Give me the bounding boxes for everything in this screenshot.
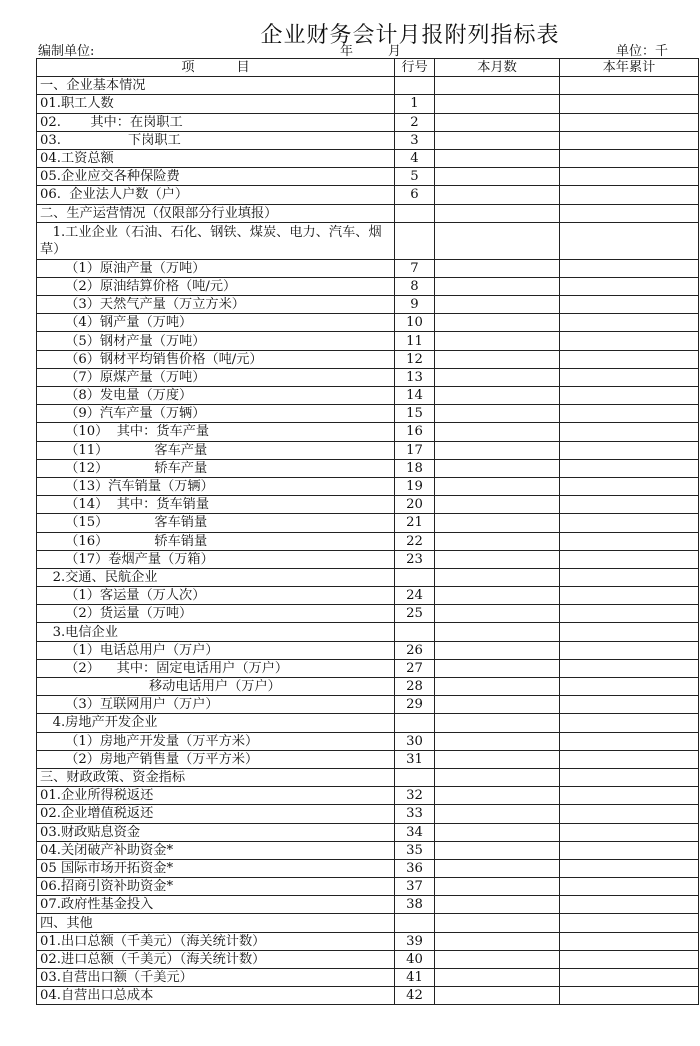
table-row — [37, 113, 699, 131]
row-year-to-date-value[interactable] — [560, 186, 699, 204]
table-row — [37, 987, 699, 1005]
row-year-to-date-value[interactable] — [560, 459, 699, 477]
row-item-label: 三、财政政策、资金指标 — [37, 768, 395, 786]
row-this-month-value[interactable] — [435, 532, 560, 550]
row-year-to-date-value[interactable] — [560, 532, 699, 550]
row-item-label: 02. 其中：在岗职工 — [37, 113, 395, 131]
row-line-number: 5 — [395, 168, 435, 186]
table-row — [37, 277, 699, 295]
row-line-number: 31 — [395, 750, 435, 768]
row-this-month-value[interactable] — [435, 149, 560, 167]
row-year-to-date-value[interactable] — [560, 623, 699, 641]
column-header-this-month: 本月数 — [435, 59, 560, 77]
table-row — [37, 805, 699, 823]
row-year-to-date-value[interactable] — [560, 204, 699, 222]
row-item-label: 01.职工人数 — [37, 95, 395, 113]
row-year-to-date-value[interactable] — [560, 222, 699, 259]
row-year-to-date-value[interactable] — [560, 368, 699, 386]
row-line-number: 3 — [395, 131, 435, 149]
row-line-number: 8 — [395, 277, 435, 295]
table-row — [37, 878, 699, 896]
row-line-number: 6 — [395, 186, 435, 204]
row-year-to-date-value[interactable] — [560, 77, 699, 95]
row-this-month-value[interactable] — [435, 277, 560, 295]
table-row — [37, 95, 699, 113]
row-this-month-value[interactable] — [435, 368, 560, 386]
row-item-label: （7）原煤产量（万吨） — [37, 368, 395, 386]
row-this-month-value[interactable] — [435, 387, 560, 405]
table-row — [37, 168, 699, 186]
table-row — [37, 587, 699, 605]
row-this-month-value[interactable] — [435, 550, 560, 568]
row-line-number: 15 — [395, 405, 435, 423]
row-item-label: （17）卷烟产量（万箱） — [37, 550, 395, 568]
row-item-label: 03. 下岗职工 — [37, 131, 395, 149]
row-line-number: 17 — [395, 441, 435, 459]
row-item-label: 07.政府性基金投入 — [37, 896, 395, 914]
row-year-to-date-value[interactable] — [560, 387, 699, 405]
row-this-month-value[interactable] — [435, 441, 560, 459]
table-row — [37, 641, 699, 659]
row-this-month-value[interactable] — [435, 950, 560, 968]
row-line-number — [395, 914, 435, 932]
row-item-label: 4.房地产开发企业 — [37, 714, 395, 732]
row-this-month-value[interactable] — [435, 841, 560, 859]
row-this-month-value[interactable] — [435, 296, 560, 314]
row-line-number: 14 — [395, 387, 435, 405]
table-row — [37, 532, 699, 550]
row-item-label: （16） 轿车销量 — [37, 532, 395, 550]
row-this-month-value[interactable] — [435, 259, 560, 277]
row-line-number: 12 — [395, 350, 435, 368]
row-line-number: 4 — [395, 149, 435, 167]
row-year-to-date-value[interactable] — [560, 641, 699, 659]
row-year-to-date-value[interactable] — [560, 659, 699, 677]
row-year-to-date-value[interactable] — [560, 696, 699, 714]
row-line-number: 9 — [395, 296, 435, 314]
row-year-to-date-value[interactable] — [560, 441, 699, 459]
row-line-number: 35 — [395, 841, 435, 859]
table-row — [37, 204, 699, 222]
table-row — [37, 131, 699, 149]
row-line-number: 10 — [395, 314, 435, 332]
currency-unit-label: 单位：千 — [616, 44, 669, 59]
table-row — [37, 405, 699, 423]
row-year-to-date-value[interactable] — [560, 168, 699, 186]
row-year-to-date-value[interactable] — [560, 714, 699, 732]
table-row — [37, 605, 699, 623]
row-line-number: 25 — [395, 605, 435, 623]
table-row — [37, 732, 699, 750]
row-item-label: （9）汽车产量（万辆） — [37, 405, 395, 423]
row-line-number — [395, 204, 435, 222]
row-item-label: 一、企业基本情况 — [37, 77, 395, 95]
table-row — [37, 659, 699, 677]
row-year-to-date-value[interactable] — [560, 969, 699, 987]
table-row — [37, 932, 699, 950]
row-item-label: 05 国际市场开拓资金* — [37, 859, 395, 877]
table-row — [37, 222, 699, 259]
table-body — [37, 77, 699, 1005]
row-year-to-date-value[interactable] — [560, 550, 699, 568]
row-item-label: （8）发电量（万度） — [37, 387, 395, 405]
row-item-label: 01.出口总额（千美元）（海关统计数） — [37, 932, 395, 950]
row-this-month-value[interactable] — [435, 805, 560, 823]
row-year-to-date-value[interactable] — [560, 587, 699, 605]
row-line-number: 26 — [395, 641, 435, 659]
row-line-number: 34 — [395, 823, 435, 841]
table-row — [37, 550, 699, 568]
row-this-month-value[interactable] — [435, 859, 560, 877]
row-line-number: 18 — [395, 459, 435, 477]
table-row — [37, 823, 699, 841]
row-year-to-date-value[interactable] — [560, 95, 699, 113]
table-row — [37, 714, 699, 732]
row-this-month-value[interactable] — [435, 222, 560, 259]
row-item-label: 02.企业增值税返还 — [37, 805, 395, 823]
table-row — [37, 914, 699, 932]
row-this-month-value[interactable] — [435, 932, 560, 950]
row-line-number: 36 — [395, 859, 435, 877]
row-item-label: 02.进口总额（千美元）（海关统计数） — [37, 950, 395, 968]
row-this-month-value[interactable] — [435, 605, 560, 623]
row-item-label: （13）汽车销量（万辆） — [37, 477, 395, 495]
row-year-to-date-value[interactable] — [560, 678, 699, 696]
row-this-month-value[interactable] — [435, 168, 560, 186]
row-year-to-date-value[interactable] — [560, 914, 699, 932]
row-this-month-value[interactable] — [435, 405, 560, 423]
row-year-to-date-value[interactable] — [560, 859, 699, 877]
row-line-number — [395, 222, 435, 259]
row-line-number: 37 — [395, 878, 435, 896]
row-line-number — [395, 768, 435, 786]
row-this-month-value[interactable] — [435, 969, 560, 987]
row-year-to-date-value[interactable] — [560, 314, 699, 332]
compiling-unit-label: 编制单位: — [38, 44, 95, 59]
row-line-number: 41 — [395, 969, 435, 987]
row-item-label: （1）房地产开发量（万平方米） — [37, 732, 395, 750]
row-item-label: （12） 轿车产量 — [37, 459, 395, 477]
row-line-number: 28 — [395, 678, 435, 696]
row-year-to-date-value[interactable] — [560, 787, 699, 805]
table-row — [37, 387, 699, 405]
row-line-number: 32 — [395, 787, 435, 805]
row-year-to-date-value[interactable] — [560, 131, 699, 149]
row-year-to-date-value[interactable] — [560, 350, 699, 368]
row-line-number: 40 — [395, 950, 435, 968]
row-item-label: （3）天然气产量（万立方米） — [37, 296, 395, 314]
row-item-label: （4）钢产量（万吨） — [37, 314, 395, 332]
row-this-month-value[interactable] — [435, 768, 560, 786]
row-line-number: 7 — [395, 259, 435, 277]
table-row — [37, 768, 699, 786]
row-year-to-date-value[interactable] — [560, 405, 699, 423]
row-item-label: （1）电话总用户（万户） — [37, 641, 395, 659]
row-year-to-date-value[interactable] — [560, 113, 699, 131]
row-item-label: 二、生产运营情况（仅限部分行业填报） — [37, 204, 395, 222]
row-item-label: 四、其他 — [37, 914, 395, 932]
row-this-month-value[interactable] — [435, 423, 560, 441]
table-row — [37, 696, 699, 714]
row-line-number: 19 — [395, 477, 435, 495]
row-this-month-value[interactable] — [435, 823, 560, 841]
row-item-label: 03.财政贴息资金 — [37, 823, 395, 841]
table-header-row — [37, 59, 699, 77]
row-this-month-value[interactable] — [435, 750, 560, 768]
table-row — [37, 969, 699, 987]
row-line-number: 16 — [395, 423, 435, 441]
table-row — [37, 514, 699, 532]
row-year-to-date-value[interactable] — [560, 932, 699, 950]
row-line-number: 2 — [395, 113, 435, 131]
row-year-to-date-value[interactable] — [560, 823, 699, 841]
table-row — [37, 186, 699, 204]
row-line-number: 42 — [395, 987, 435, 1005]
row-line-number: 1 — [395, 95, 435, 113]
row-this-month-value[interactable] — [435, 514, 560, 532]
row-item-label: （2）房地产销售量（万平方米） — [37, 750, 395, 768]
row-this-month-value[interactable] — [435, 568, 560, 586]
row-this-month-value[interactable] — [435, 987, 560, 1005]
table-row — [37, 841, 699, 859]
row-year-to-date-value[interactable] — [560, 750, 699, 768]
row-item-label: 06. 企业法人户数（户） — [37, 186, 395, 204]
table-row — [37, 296, 699, 314]
row-this-month-value[interactable] — [435, 587, 560, 605]
table-row — [37, 423, 699, 441]
row-line-number: 24 — [395, 587, 435, 605]
row-year-to-date-value[interactable] — [560, 878, 699, 896]
row-year-to-date-value[interactable] — [560, 605, 699, 623]
row-item-label: 3.电信企业 — [37, 623, 395, 641]
row-item-label: 01.企业所得税返还 — [37, 787, 395, 805]
row-year-to-date-value[interactable] — [560, 768, 699, 786]
table-row — [37, 623, 699, 641]
column-header-line-no: 行号 — [395, 59, 435, 77]
row-line-number — [395, 568, 435, 586]
row-line-number: 39 — [395, 932, 435, 950]
row-this-month-value[interactable] — [435, 732, 560, 750]
table-row — [37, 332, 699, 350]
row-this-month-value[interactable] — [435, 659, 560, 677]
row-year-to-date-value[interactable] — [560, 277, 699, 295]
row-item-label: 05.企业应交各种保险费 — [37, 168, 395, 186]
row-this-month-value[interactable] — [435, 878, 560, 896]
row-year-to-date-value[interactable] — [560, 296, 699, 314]
row-item-label: （2）货运量（万吨） — [37, 605, 395, 623]
row-this-month-value[interactable] — [435, 95, 560, 113]
row-line-number: 23 — [395, 550, 435, 568]
row-this-month-value[interactable] — [435, 678, 560, 696]
row-line-number: 13 — [395, 368, 435, 386]
row-this-month-value[interactable] — [435, 113, 560, 131]
row-line-number: 27 — [395, 659, 435, 677]
row-year-to-date-value[interactable] — [560, 568, 699, 586]
table-row — [37, 950, 699, 968]
row-year-to-date-value[interactable] — [560, 896, 699, 914]
row-this-month-value[interactable] — [435, 459, 560, 477]
row-year-to-date-value[interactable] — [560, 423, 699, 441]
row-this-month-value[interactable] — [435, 332, 560, 350]
row-year-to-date-value[interactable] — [560, 841, 699, 859]
row-line-number: 38 — [395, 896, 435, 914]
row-year-to-date-value[interactable] — [560, 332, 699, 350]
table-row — [37, 368, 699, 386]
row-item-label: （14） 其中：货车销量 — [37, 496, 395, 514]
row-this-month-value[interactable] — [435, 623, 560, 641]
row-this-month-value[interactable] — [435, 896, 560, 914]
row-item-label: 03.自营出口额（千美元） — [37, 969, 395, 987]
row-item-label: （10） 其中：货车产量 — [37, 423, 395, 441]
row-item-label: 2.交通、民航企业 — [37, 568, 395, 586]
row-item-label: （3）互联网用户（万户） — [37, 696, 395, 714]
row-item-label: （6）钢材平均销售价格（吨/元） — [37, 350, 395, 368]
row-this-month-value[interactable] — [435, 131, 560, 149]
table-row — [37, 77, 699, 95]
row-item-label: 04.工资总额 — [37, 149, 395, 167]
row-item-label: （5）钢材产量（万吨） — [37, 332, 395, 350]
row-year-to-date-value[interactable] — [560, 149, 699, 167]
row-this-month-value[interactable] — [435, 641, 560, 659]
table-row — [37, 568, 699, 586]
row-this-month-value[interactable] — [435, 477, 560, 495]
row-item-label: 04.自营出口总成本 — [37, 987, 395, 1005]
row-line-number: 29 — [395, 696, 435, 714]
row-line-number: 22 — [395, 532, 435, 550]
row-item-label: （2） 其中：固定电话用户（万户） — [37, 659, 395, 677]
row-year-to-date-value[interactable] — [560, 805, 699, 823]
row-line-number — [395, 623, 435, 641]
row-item-label: 移动电话用户（万户） — [37, 678, 395, 696]
table-row — [37, 350, 699, 368]
row-this-month-value[interactable] — [435, 696, 560, 714]
column-header-item: 项 目 — [37, 59, 395, 77]
row-line-number: 21 — [395, 514, 435, 532]
row-year-to-date-value[interactable] — [560, 732, 699, 750]
row-line-number: 20 — [395, 496, 435, 514]
row-this-month-value[interactable] — [435, 186, 560, 204]
row-line-number: 11 — [395, 332, 435, 350]
row-year-to-date-value[interactable] — [560, 259, 699, 277]
row-item-label: 06.招商引资补助资金* — [37, 878, 395, 896]
table-row — [37, 678, 699, 696]
row-line-number: 33 — [395, 805, 435, 823]
table-row — [37, 314, 699, 332]
row-item-label: （1）客运量（万人次） — [37, 587, 395, 605]
indicator-table — [36, 58, 699, 1005]
row-year-to-date-value[interactable] — [560, 496, 699, 514]
row-this-month-value[interactable] — [435, 714, 560, 732]
row-year-to-date-value[interactable] — [560, 477, 699, 495]
row-this-month-value[interactable] — [435, 914, 560, 932]
row-item-label: 04.关闭破产补助资金* — [37, 841, 395, 859]
row-line-number: 30 — [395, 732, 435, 750]
row-year-to-date-value[interactable] — [560, 514, 699, 532]
table-row — [37, 896, 699, 914]
table-row — [37, 149, 699, 167]
row-line-number — [395, 77, 435, 95]
table-row — [37, 496, 699, 514]
row-this-month-value[interactable] — [435, 204, 560, 222]
table-row — [37, 477, 699, 495]
table-row — [37, 459, 699, 477]
row-item-label: （15） 客车销量 — [37, 514, 395, 532]
row-this-month-value[interactable] — [435, 787, 560, 805]
table-row — [37, 259, 699, 277]
table-row — [37, 787, 699, 805]
row-this-month-value[interactable] — [435, 350, 560, 368]
table-row — [37, 441, 699, 459]
row-item-label: （2）原油结算价格（吨/元） — [37, 277, 395, 295]
row-year-to-date-value[interactable] — [560, 987, 699, 1005]
row-line-number — [395, 714, 435, 732]
column-header-year-to-date: 本年累计 — [560, 59, 699, 77]
row-this-month-value[interactable] — [435, 77, 560, 95]
row-item-label: （1）原油产量（万吨） — [37, 259, 395, 277]
row-item-label: 1.工业企业（石油、石化、钢铁、煤炭、电力、汽车、烟草） — [37, 222, 395, 259]
month-label: 月 — [388, 44, 402, 59]
row-year-to-date-value[interactable] — [560, 950, 699, 968]
row-item-label: （11） 客车产量 — [37, 441, 395, 459]
table-row — [37, 750, 699, 768]
row-this-month-value[interactable] — [435, 496, 560, 514]
year-label: 年 — [340, 44, 354, 59]
table-row — [37, 859, 699, 877]
row-this-month-value[interactable] — [435, 314, 560, 332]
page-title: 企业财务会计月报附列指标表 — [260, 23, 560, 48]
